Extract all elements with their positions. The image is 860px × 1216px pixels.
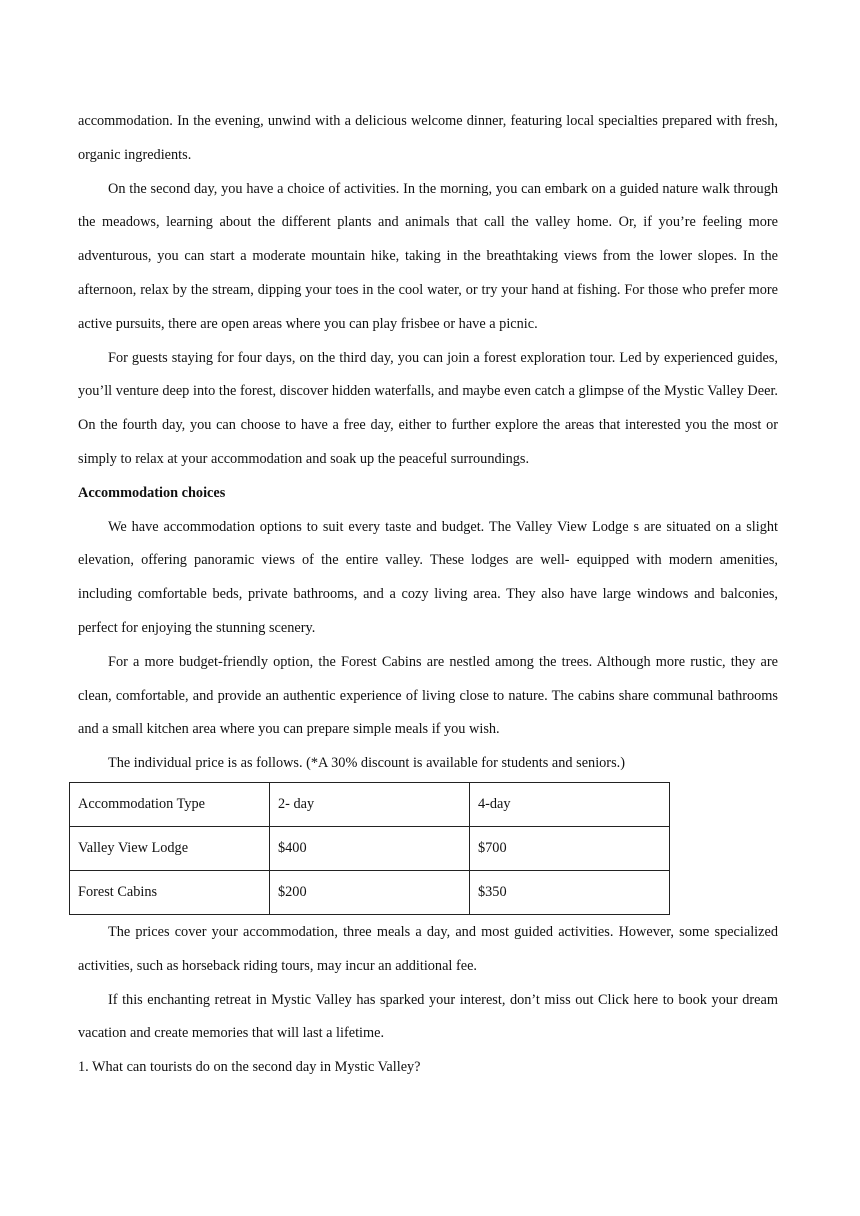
closing-paragraphs: [78, 916, 778, 1051]
table-cell: 4-day: [470, 782, 670, 826]
table-cell: Valley View Lodge: [70, 826, 270, 870]
table-row: [70, 826, 670, 870]
intro-paragraphs: [78, 105, 778, 477]
paragraph-second-day: On the second day, you have a choice of activities. In the morning, you can embark on a guided nature walk through the meadows, learning about the different plants and animals that call the valley home. Or, if you’re feeling more adventurous, you can start a moderate mountain hike, taking in the breathtaking views from the lower slopes. In the afternoon, relax by the stream, dipping your toes in the cool water, or try your hand at fishing. For those who prefer more active pursuits, there are open areas where you can play frisbee or have a picnic.: [78, 180, 778, 332]
table-cell: Accommodation Type: [70, 782, 270, 826]
table-cell: 2- day: [270, 782, 470, 826]
accommodation-paragraphs: [78, 511, 778, 781]
paragraph-third-fourth-day: For guests staying for four days, on the third day, you can join a forest exploration tour. Led by experienced guides, you’ll venture deep into the forest, discover hidden waterfalls, and maybe even catch a glimpse of the Mystic Valley Deer. On the fourth day, you can choose to have a free day, either to further explore the areas that interested you the most or simply to relax at your accommodation and soak up the peaceful surroundings.: [78, 349, 778, 467]
table-cell: $350: [470, 870, 670, 914]
section-heading: Accommodation choices: [78, 484, 226, 501]
table-row: [70, 870, 670, 914]
table-cell: $200: [270, 870, 470, 914]
paragraph-price-intro: The individual price is as follows. (*A 30% discount is available for students and seniors.): [108, 755, 625, 772]
paragraph-forest-cabins: For a more budget-friendly option, the Forest Cabins are nestled among the trees. Although more rustic, they are clean, comfortable, and provide an authentic experience of living close to nature. The cabins share communal bathrooms and a small kitchen area where you can prepare simple meals if you wish.: [78, 653, 778, 738]
paragraph-valley-view-lodge: We have accommodation options to suit every taste and budget. The Valley View Lodge s are situated on a slight elevation, offering panoramic views of the entire valley. These lodges are well- equipped with modern amenities, including comfortable beds, private bathrooms, and a cozy living area. They also have large windows and balconies, perfect for enjoying the stunning scenery.: [78, 518, 778, 636]
price-table: [69, 782, 670, 915]
table-header-row: [70, 782, 670, 826]
question-1: 1. What can tourists do on the second day in Mystic Valley?: [78, 1059, 421, 1076]
paragraph-price-coverage: The prices cover your accommodation, three meals a day, and most guided activities. However, some specialized activities, such as horseback riding tours, may incur an additional fee.: [78, 923, 778, 974]
table-cell: $400: [270, 826, 470, 870]
table-cell: Forest Cabins: [70, 870, 270, 914]
paragraph-arrival-evening: accommodation. In the evening, unwind with a delicious welcome dinner, featuring local specialties prepared with fresh, organic ingredients.: [78, 113, 778, 163]
document-page: [78, 105, 778, 1085]
paragraph-booking-call: If this enchanting retreat in Mystic Valley has sparked your interest, don’t miss out Click here to book your dream vacation and create memories that will last a lifetime.: [78, 991, 778, 1042]
table-cell: $700: [470, 826, 670, 870]
